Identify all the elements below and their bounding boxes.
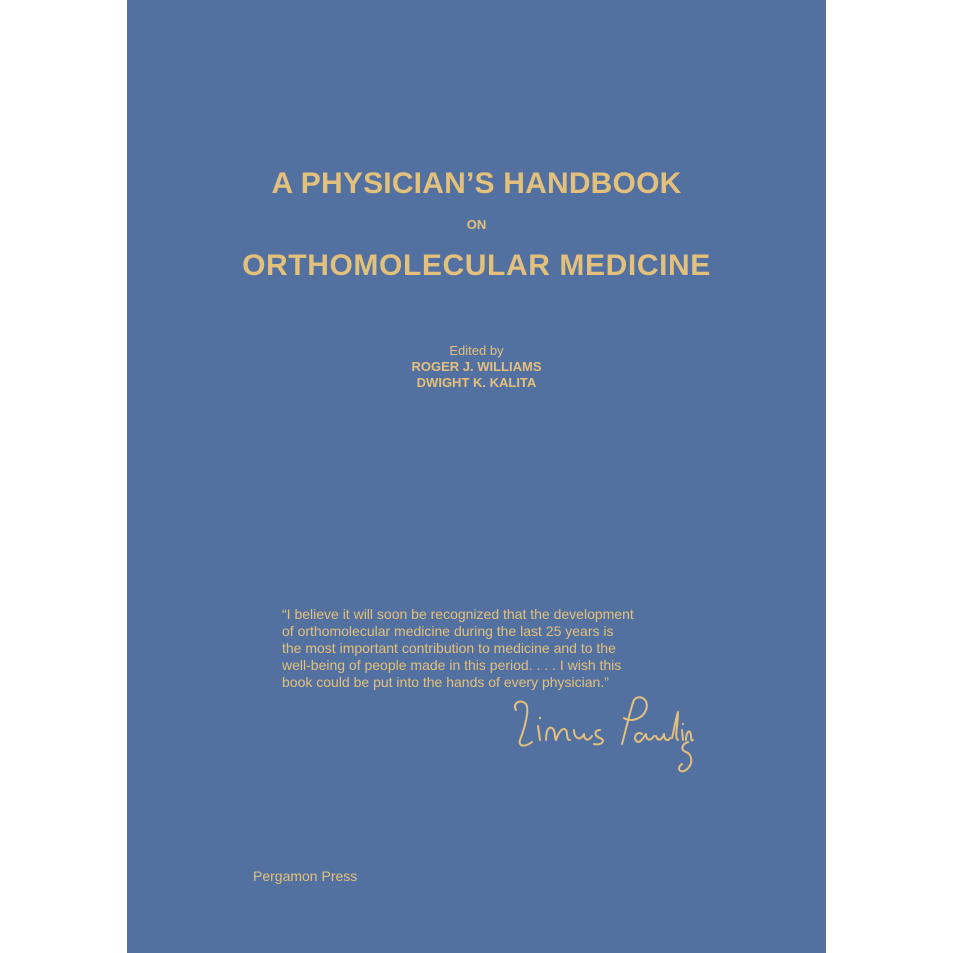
signature-image [510, 690, 695, 780]
editor-name: DWIGHT K. KALITA [416, 375, 537, 390]
book-title-line1: A PHYSICIAN’S HANDBOOK [271, 167, 682, 200]
editors-block [127, 343, 826, 391]
publisher-name: Pergamon Press [253, 868, 358, 884]
editor-name: ROGER J. WILLIAMS [411, 359, 542, 374]
book-cover [127, 0, 826, 953]
edited-by-label: Edited by [449, 343, 504, 358]
endorsement-quote: “I believe it will soon be recognized that the development of orthomolecular medicine during the last 25 years is the most important contribution to medicine and to the well-being of people made in this period. . . . I wish this book could be put into the hands of every physician.” [282, 606, 634, 690]
book-title-line2: ORTHOMOLECULAR MEDICINE [242, 249, 711, 282]
book-title-connector: ON [466, 217, 487, 232]
